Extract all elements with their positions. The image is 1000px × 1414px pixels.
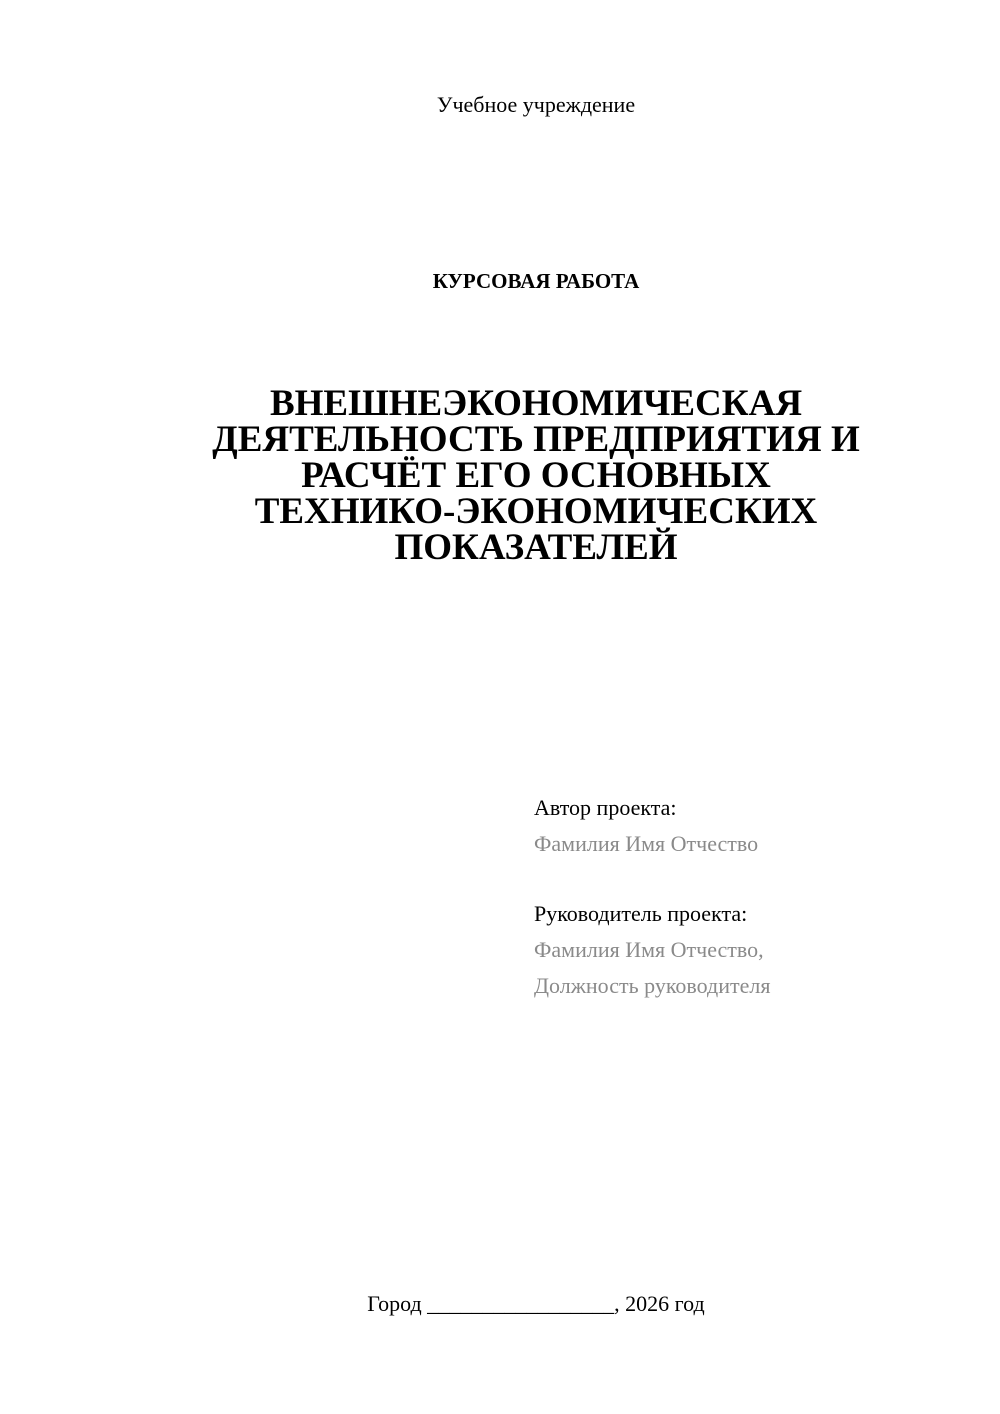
supervisor-position: Должность руководителя bbox=[534, 973, 771, 998]
city-year-line: Город _________________, 2026 год bbox=[367, 1291, 705, 1316]
document-title bbox=[180, 383, 892, 568]
document-type: КУРСОВАЯ РАБОТА bbox=[432, 269, 640, 293]
institution-name: Учебное учреждение bbox=[436, 92, 636, 117]
author-label: Автор проекта: bbox=[534, 795, 677, 820]
author-name: Фамилия Имя Отчество bbox=[534, 831, 759, 856]
title-line: ВНЕШНЕЭКОНОМИЧЕСКАЯ bbox=[269, 383, 803, 424]
credits-block bbox=[534, 790, 974, 1004]
spacer bbox=[534, 862, 974, 896]
supervisor-name: Фамилия Имя Отчество, bbox=[534, 937, 764, 962]
title-line: ТЕХНИКО-ЭКОНОМИЧЕСКИХ bbox=[254, 491, 818, 532]
title-line: ДЕЯТЕЛЬНОСТЬ ПРЕДПРИЯТИЯ И bbox=[212, 419, 860, 460]
title-line: ПОКАЗАТЕЛЕЙ bbox=[394, 527, 678, 568]
supervisor-label: Руководитель проекта: bbox=[534, 901, 748, 926]
title-line: РАСЧЁТ ЕГО ОСНОВНЫХ bbox=[301, 455, 771, 496]
